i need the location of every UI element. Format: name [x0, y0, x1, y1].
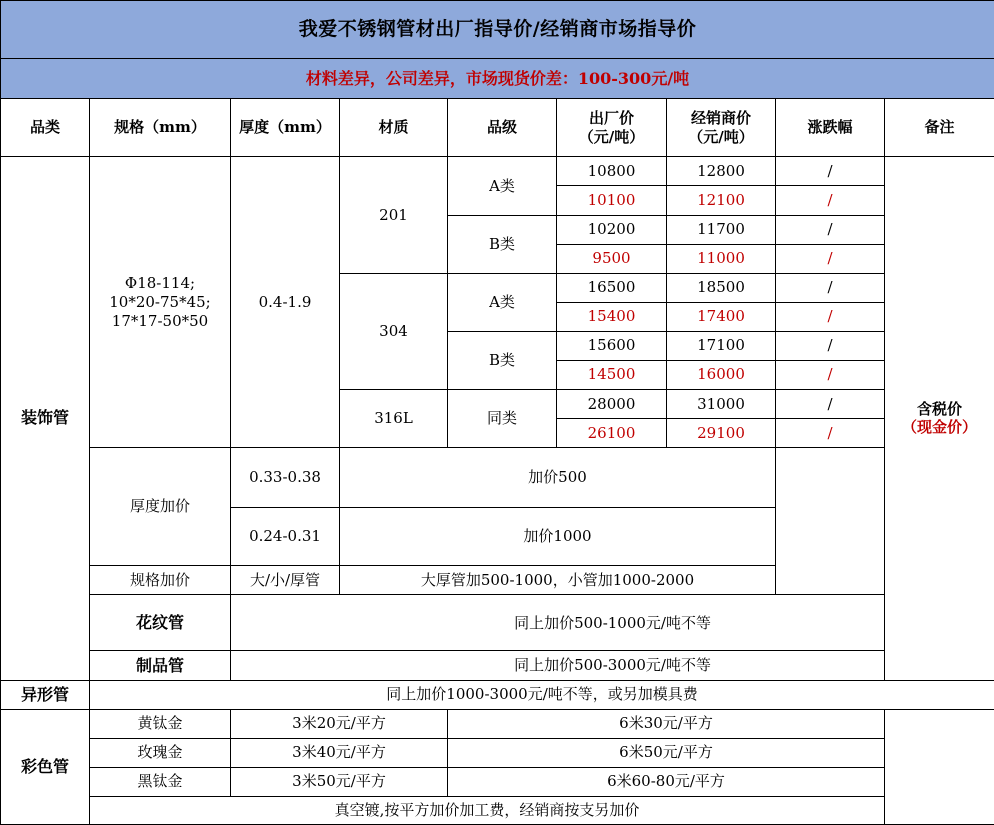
thickness-surcharge: 加价500 [340, 448, 776, 508]
material-201: 201 [340, 157, 448, 273]
color-name: 黑钛金 [90, 767, 231, 796]
price-change: / [776, 273, 885, 302]
page-title: 我爱不锈钢管材出厂指导价/经销商市场指导价 [1, 1, 994, 59]
header-material: 材质 [340, 99, 448, 157]
material-304: 304 [340, 273, 448, 389]
dealer-price: 11700 [667, 215, 776, 244]
fabricated-surcharge: 同上加价500-3000元/吨不等 [231, 651, 994, 680]
dealer-price: 16000 [667, 360, 776, 389]
header-factory-price [557, 99, 667, 157]
factory-price: 9500 [557, 244, 667, 273]
header-category: 品类 [1, 99, 90, 157]
price-change: / [776, 215, 885, 244]
factory-price: 14500 [557, 360, 667, 389]
header-factory-price-line1: 出厂价 [588, 109, 634, 128]
thickness-range: 0.33-0.38 [231, 448, 340, 508]
thickness-cell: 0.4-1.9 [231, 157, 340, 448]
grade-201-a: A类 [448, 157, 557, 215]
grade-316l: 同类 [448, 389, 557, 447]
colored-footer-note: 真空镀,按平方加价加工费，经销商按支另加价 [90, 796, 885, 824]
color-price-3m: 3米40元/平方 [231, 738, 448, 767]
dealer-price: 18500 [667, 273, 776, 302]
factory-price: 15400 [557, 302, 667, 331]
factory-price: 10800 [557, 157, 667, 186]
thickness-surcharge: 加价1000 [340, 508, 776, 566]
category-special-shaped: 异形管 [1, 680, 90, 709]
header-dealer-price-line2: （元/吨） [688, 127, 754, 146]
factory-price: 26100 [557, 418, 667, 447]
color-price-6m: 6米50元/平方 [448, 738, 885, 767]
category-patterned: 花纹管 [90, 595, 231, 651]
factory-price: 16500 [557, 273, 667, 302]
price-difference-note: 材料差异，公司差异，市场现货价差：100-300元/吨 [1, 59, 994, 99]
factory-price: 28000 [557, 389, 667, 418]
factory-price: 15600 [557, 331, 667, 360]
dealer-price: 12100 [667, 186, 776, 215]
spec-cell [90, 157, 231, 448]
spec-line: 17*17-50*50 [111, 311, 209, 330]
dealer-price: 12800 [667, 157, 776, 186]
colored-remark-empty [885, 709, 994, 824]
price-change: / [776, 244, 885, 273]
color-price-3m: 3米20元/平方 [231, 709, 448, 738]
grade-201-b: B类 [448, 215, 557, 273]
price-change: / [776, 331, 885, 360]
price-change: / [776, 157, 885, 186]
header-change: 涨跌幅 [776, 99, 885, 157]
factory-price: 10200 [557, 215, 667, 244]
header-grade: 品级 [448, 99, 557, 157]
color-price-6m: 6米60-80元/平方 [448, 767, 885, 796]
color-price-6m: 6米30元/平方 [448, 709, 885, 738]
header-factory-price-line2: （元/吨） [578, 127, 645, 146]
header-remark: 备注 [885, 99, 994, 157]
color-price-3m: 3米50元/平方 [231, 767, 448, 796]
dealer-price: 17400 [667, 302, 776, 331]
price-change: / [776, 360, 885, 389]
material-316l: 316L [340, 389, 448, 447]
spec-line: Φ18-114; [124, 274, 196, 293]
spec-surcharge-type: 大/小/厚管 [231, 566, 340, 595]
thickness-surcharge-label: 厚度加价 [90, 448, 231, 566]
factory-price: 10100 [557, 186, 667, 215]
dealer-price: 31000 [667, 389, 776, 418]
header-dealer-price-line1: 经销商价 [690, 109, 751, 128]
grade-304-b: B类 [448, 331, 557, 389]
grade-304-a: A类 [448, 273, 557, 331]
header-spec: 规格（mm） [90, 99, 231, 157]
spec-surcharge-text: 大厚管加500-1000，小管加1000-2000 [340, 566, 776, 595]
thickness-range: 0.24-0.31 [231, 508, 340, 566]
dealer-price: 11000 [667, 244, 776, 273]
category-decorative: 装饰管 [1, 157, 90, 680]
remark-tax-included: 含税价 [917, 399, 963, 418]
price-change: / [776, 389, 885, 418]
category-fabricated: 制品管 [90, 651, 231, 680]
remark-cash-price: （现金价） [902, 418, 978, 437]
patterned-surcharge: 同上加价500-1000元/吨不等 [231, 595, 994, 651]
color-name: 玫瑰金 [90, 738, 231, 767]
price-change: / [776, 186, 885, 215]
price-change: / [776, 418, 885, 447]
category-colored: 彩色管 [1, 709, 90, 824]
special-shaped-surcharge: 同上加价1000-3000元/吨不等，或另加模具费 [90, 680, 994, 709]
dealer-price: 17100 [667, 331, 776, 360]
color-name: 黄钛金 [90, 709, 231, 738]
header-dealer-price [667, 99, 776, 157]
spec-surcharge-label: 规格加价 [90, 566, 231, 595]
dealer-price: 29100 [667, 418, 776, 447]
header-thickness: 厚度（mm） [231, 99, 340, 157]
spec-line: 10*20-75*45; [109, 292, 211, 311]
price-change: / [776, 302, 885, 331]
